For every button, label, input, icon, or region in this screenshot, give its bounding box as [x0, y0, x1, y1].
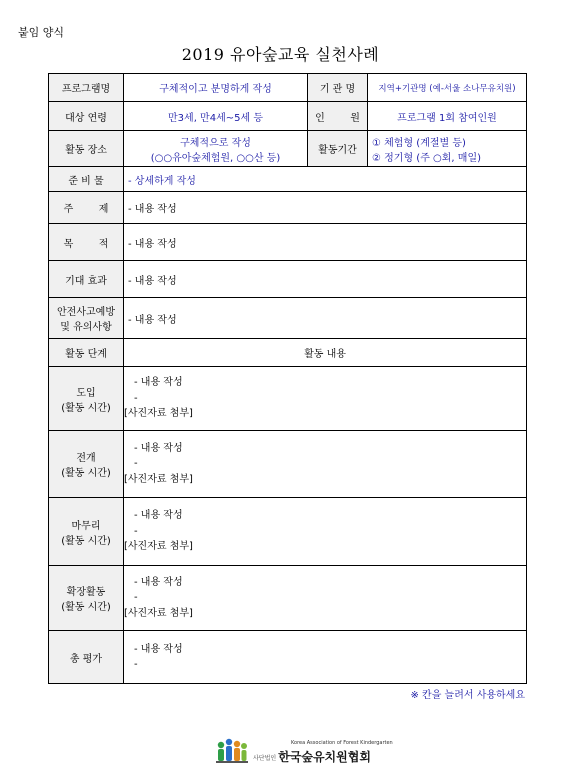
stage-wrapup-content[interactable]	[124, 498, 527, 566]
safety-label-line-2: 및 유의사항	[60, 322, 112, 333]
program-label: 프로그램명	[49, 74, 124, 102]
attachment-label: 붙임 양식	[18, 26, 65, 39]
stage-extension-content[interactable]	[124, 566, 527, 631]
goal-label: 목 적	[49, 224, 124, 261]
stage-develop-label	[49, 431, 124, 498]
row-stage-extension	[49, 566, 527, 631]
row-evaluation	[49, 631, 527, 684]
children-logo-icon	[215, 737, 249, 765]
stage-line-1: - 내용 작성	[134, 442, 183, 454]
people-label: 인 원	[308, 102, 368, 131]
row-prep	[49, 167, 527, 192]
period-label: 활동기간	[308, 131, 368, 167]
row-stage-develop	[49, 431, 527, 498]
effect-label: 기대 효과	[49, 261, 124, 298]
evaluation-content[interactable]	[124, 631, 527, 684]
logo-korean	[253, 748, 393, 765]
stage-name: 확장활동	[66, 587, 106, 598]
row-place	[49, 131, 527, 167]
age-value[interactable]: 만3세, 만4세~5세 등	[124, 102, 308, 131]
stage-develop-content[interactable]	[124, 431, 527, 498]
stage-line-2: -	[134, 458, 138, 470]
safety-value[interactable]: - 내용 작성	[124, 298, 527, 339]
row-stage-wrapup	[49, 498, 527, 566]
stage-line-2: -	[134, 525, 138, 537]
place-value[interactable]	[124, 131, 308, 167]
photo-attachment-placeholder: [사진자료 첨부]	[124, 473, 193, 485]
stage-line-1: - 내용 작성	[134, 576, 183, 588]
period-value[interactable]	[368, 131, 527, 167]
safety-label-line-1: 안전사고예방	[57, 307, 115, 318]
age-label: 대상 연령	[49, 102, 124, 131]
row-activity-header	[49, 339, 527, 367]
stage-name: 마무리	[71, 520, 101, 532]
institution-label: 기 관 명	[308, 74, 368, 102]
stage-line-1: - 내용 작성	[134, 510, 183, 522]
place-label: 활동 장소	[49, 131, 124, 167]
people-value[interactable]: 프로그램 1회 참여인원	[368, 102, 527, 131]
period-value-line-1: ① 체험형 (계절별 등)	[372, 137, 466, 149]
stage-line-1: - 내용 작성	[134, 377, 183, 389]
stage-line-2: -	[134, 592, 138, 604]
place-value-line-1: 구체적으로 작성	[180, 137, 251, 149]
program-value[interactable]: 구체적이고 분명하게 작성	[124, 74, 308, 102]
logo-text	[253, 740, 393, 765]
row-effect	[49, 261, 527, 298]
stage-time: (활동 시간)	[61, 602, 111, 613]
stage-line-2: -	[134, 392, 138, 404]
goal-value[interactable]: - 내용 작성	[124, 224, 527, 261]
photo-attachment-placeholder: [사진자료 첨부]	[124, 607, 193, 619]
row-theme	[49, 192, 527, 224]
row-program	[49, 74, 527, 102]
evaluation-label: 총 평가	[49, 631, 124, 684]
evaluation-line-2: -	[134, 659, 138, 670]
row-safety	[49, 298, 527, 339]
content-header: 활동 내용	[124, 339, 527, 367]
stage-header: 활동 단계	[49, 339, 124, 367]
association-logo	[215, 735, 393, 765]
footnote-expand-cells: ※ 칸을 늘려서 사용하세요	[410, 690, 525, 701]
stage-wrapup-label	[49, 498, 124, 566]
stage-time: (활동 시간)	[61, 402, 111, 414]
logo-prefix: 사단법인	[253, 755, 277, 762]
document-title: 2019 유아숲교육 실천사례	[181, 45, 380, 64]
stage-time: (활동 시간)	[61, 535, 111, 547]
period-value-line-2: ② 정기형 (주 ○회, 매일)	[372, 152, 482, 164]
stage-intro-label	[49, 367, 124, 431]
stage-name: 도입	[76, 387, 96, 399]
logo-english: Korea Association of Forest Kindergarten	[291, 740, 393, 746]
photo-attachment-placeholder: [사진자료 첨부]	[124, 408, 193, 420]
stage-time: (활동 시간)	[61, 468, 111, 479]
prep-label: 준 비 물	[49, 167, 124, 192]
stage-name: 전개	[76, 453, 96, 464]
evaluation-line-1: - 내용 작성	[134, 643, 183, 655]
place-value-line-2: (○○유아숲체험원, ○○산 등)	[150, 152, 281, 164]
row-goal	[49, 224, 527, 261]
row-stage-intro	[49, 367, 527, 431]
stage-extension-label	[49, 566, 124, 631]
row-age	[49, 102, 527, 131]
stage-intro-content[interactable]	[124, 367, 527, 431]
logo-name: 한국숲유치원협회	[278, 750, 371, 764]
prep-value[interactable]: - 상세하게 작성	[124, 167, 527, 192]
safety-label	[49, 298, 124, 339]
theme-label: 주 제	[49, 192, 124, 224]
effect-value[interactable]: - 내용 작성	[124, 261, 527, 298]
institution-value[interactable]: 지역+기관명 (예-서울 소나무유치원)	[368, 74, 527, 102]
photo-attachment-placeholder: [사진자료 첨부]	[124, 541, 193, 553]
theme-value[interactable]: - 내용 작성	[124, 192, 527, 224]
practice-form-table	[48, 73, 527, 684]
